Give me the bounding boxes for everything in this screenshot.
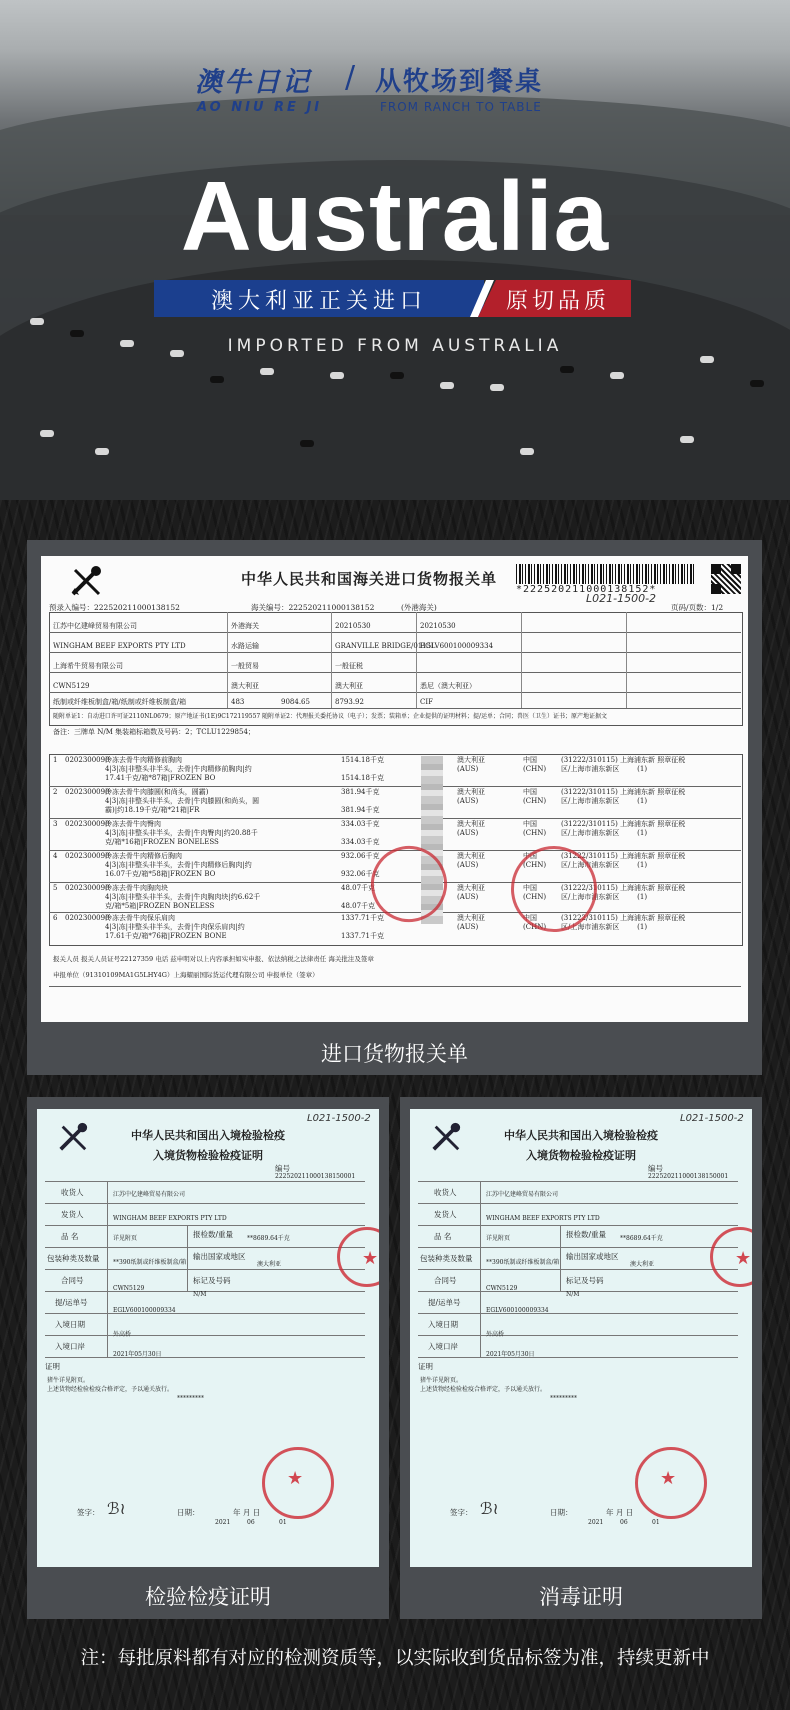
bill-label: 提/运单号 — [55, 1298, 88, 1307]
deal-mode: CIF — [420, 698, 433, 706]
entry-port-value: 外高桥 — [486, 1331, 505, 1338]
product-value: 详见附页 — [486, 1235, 511, 1242]
origin-country: 澳大利亚 — [335, 682, 363, 690]
item-domestic-place: (31222/310115) 上海浦东新 照章征税 区/上海市浦东新区 (1) — [561, 788, 686, 805]
packing-value: **390纸制或纤维板制盒/箱 — [113, 1259, 187, 1266]
packing-value: **390纸制或纤维板制盒/箱 — [486, 1259, 560, 1266]
contract-value: CWN5129 — [486, 1285, 518, 1292]
handwritten-note: L021-1500-2 — [586, 592, 657, 605]
sign-year: 2021 — [588, 1519, 604, 1526]
cert-subtitle: 入境货物检验检疫证明 — [526, 1149, 636, 1162]
cow-figure — [330, 372, 344, 379]
cow-figure — [700, 356, 714, 363]
logo-separator: / — [345, 60, 356, 95]
quantity-label: 报检数/重量 — [566, 1230, 607, 1239]
cow-figure — [440, 382, 454, 389]
disinfection-certificate — [410, 1109, 752, 1567]
sign-month: 06 — [247, 1519, 255, 1526]
date-sign-label: 日期： — [550, 1508, 573, 1517]
page-number: 页码/页数：1/2 — [671, 603, 724, 612]
qr-code — [711, 564, 741, 594]
customs-port: (外港海关) — [401, 603, 437, 612]
net-weight: 8793.92 — [335, 698, 364, 706]
quarantine-certificate — [37, 1109, 379, 1567]
cow-figure — [260, 368, 274, 375]
item-destination: 中国 (CHN) — [523, 788, 547, 805]
item-description: 冷冻去骨牛肉精修前胸肉 4|3|冻|非整头非半头，去骨|牛肉精修前胸肉|约 17.41千克/箱*87箱|FROZEN BO — [105, 756, 252, 782]
item-origin: 澳大利亚 (AUS) — [457, 884, 485, 901]
signature: ℬ≀ — [480, 1499, 499, 1518]
declare-date: 20210530 — [420, 622, 456, 630]
item-origin: 澳大利亚 (AUS) — [457, 756, 485, 773]
item-number: 1 — [53, 756, 58, 764]
item-quantity: 334.03千克 334.03千克 — [341, 820, 380, 846]
item-number: 6 — [53, 914, 58, 922]
item-destination: 中国 (CHN) — [523, 884, 547, 901]
cow-figure — [490, 384, 504, 391]
brand-name-cn: 澳牛日记 — [195, 67, 311, 98]
item-destination: 中国 (CHN) — [523, 914, 547, 931]
item-hs-code: 0202300090 — [65, 914, 110, 922]
quarantine-caption: 检验检疫证明 — [145, 1585, 271, 1609]
pieces: 483 — [231, 698, 245, 706]
cow-figure — [520, 448, 534, 455]
cert-title: 中华人民共和国出入境检验检疫 — [131, 1129, 285, 1142]
item-number: 4 — [53, 852, 58, 860]
customs-caption: 进口货物报关单 — [321, 1042, 468, 1066]
ciq-partial-seal — [710, 1227, 752, 1287]
arrival-date: 2021年05月30日 — [486, 1351, 535, 1358]
item-domestic-place: (31222/310115) 上海浦东新 照章征税 区/上海市浦东新区 (1) — [561, 756, 686, 773]
item-destination: 中国 (CHN) — [523, 756, 547, 773]
item-domestic-place: (31222/310115) 上海浦东新 照章征税 区/上海市浦东新区 (1) — [561, 852, 686, 869]
cow-figure — [300, 440, 314, 447]
item-description: 冷冻去骨牛肉精修后胸肉 4|3|冻|非整头非半头，去骨|牛肉精修后胸肉|约 16.07千克/箱*58箱|FROZEN BO — [105, 852, 252, 878]
cert-stars: ********* — [177, 1395, 204, 1402]
loading-port: 悉尼（澳大利亚） — [420, 682, 476, 690]
item-destination: 中国 (CHN) — [523, 820, 547, 837]
cert-stars: ********* — [550, 1395, 577, 1402]
item-origin: 澳大利亚 (AUS) — [457, 788, 485, 805]
declaring-unit: 申报单位（91310109MA1G5LHY4G）上海耀丽国际货运代理有限公司 申报单位（签章） — [53, 971, 319, 979]
item-domestic-place: (31222/310115) 上海浦东新 照章征税 区/上海市浦东新区 (1) — [561, 820, 686, 837]
item-quantity: 932.06千克 932.06千克 — [341, 852, 380, 878]
customs-number: 海关编号：222520211000138152 — [251, 603, 375, 612]
quantity-value: **8689.64千克 — [247, 1235, 290, 1242]
customs-title: 中华人民共和国海关进口货物报关单 — [241, 570, 498, 588]
item-hs-code: 0202300090 — [65, 756, 110, 764]
sign-month: 06 — [620, 1519, 628, 1526]
cert-text-2: 上述货物经检验检疫合格评定，予以通关放行。 — [420, 1386, 547, 1393]
sign-label: 签字： — [450, 1508, 473, 1517]
item-hs-code: 0202300090 — [65, 884, 110, 892]
vessel: GRANVILLE BRIDGE/0115I — [335, 642, 434, 650]
item-origin: 澳大利亚 (AUS) — [457, 820, 485, 837]
item-hs-code: 0202300090 — [65, 852, 110, 860]
sign-day: 01 — [279, 1519, 287, 1526]
item-quantity: 48.07千克 48.07千克 — [341, 884, 376, 910]
item-number: 2 — [53, 788, 58, 796]
buyer: 上海希牛贸易有限公司 — [53, 662, 123, 670]
origin-label: 输出国家或地区 — [566, 1252, 619, 1261]
consignor-label: 发货人 — [61, 1210, 84, 1219]
item-number: 5 — [53, 884, 58, 892]
serial-label: 编号 — [275, 1164, 290, 1173]
banner-left-text: 澳大利亚正关进口 — [210, 289, 427, 314]
brand-slogan-cn: 从牧场到餐桌 — [375, 67, 544, 97]
levy-nature: 一般征税 — [335, 662, 363, 670]
bill-value: EGLV600100009334 — [113, 1307, 176, 1314]
item-destination: 中国 (CHN) — [523, 852, 547, 869]
ciq-seal — [635, 1447, 707, 1519]
consignee-label: 收货人 — [61, 1188, 84, 1197]
customs-document-card — [27, 540, 762, 1075]
cow-figure — [95, 448, 109, 455]
bill-value: EGLV600100009334 — [486, 1307, 549, 1314]
handwritten-note: L021-1500-2 — [680, 1113, 744, 1124]
date-sign-label: 日期： — [177, 1508, 200, 1517]
serial-number: 222520211000138150001 — [275, 1173, 356, 1180]
cow-figure — [390, 372, 404, 379]
contract-value: CWN5129 — [113, 1285, 145, 1292]
import-date: 20210530 — [335, 622, 371, 630]
packing-label: 包装种类及数量 — [420, 1254, 473, 1263]
item-quantity: 381.94千克 381.94千克 — [341, 788, 380, 814]
consignee-label: 收货人 — [434, 1188, 457, 1197]
documents-line: 随附单证1：自动进口许可证2110NL0679；原产地证书(1E)9C172119557 随附单证2：代理报关委托协议（电子）；发票；装箱单；企业提供的证明材料；提/运单；合同；兽医（卫生）证书；原产地证据文 — [53, 713, 607, 720]
declarant-line: 报关人员 报关人员证号22127359 电话 兹申明对以上内容承担如实申报、依法纳税之法律责任 海关批注及签章 — [53, 955, 374, 963]
consignee: 江苏中亿建峰贸易有限公司 — [53, 622, 137, 630]
barcode — [516, 564, 694, 584]
handwritten-note: L021-1500-2 — [307, 1113, 371, 1124]
brand-slogan-en: FROM RANCH TO TABLE — [380, 100, 542, 114]
packing-label: 包装种类及数量 — [47, 1254, 100, 1263]
barcode-number: *222520211000138152* — [516, 584, 657, 595]
arrival-date: 2021年05月30日 — [113, 1351, 162, 1358]
ymd-labels: 年 月 日 — [606, 1508, 634, 1517]
brand-logo — [195, 60, 595, 120]
remarks: 备注：三牌单 N/M 集装箱标箱数及号码：2；TCLU1229854； — [53, 728, 255, 736]
marks-value: N/M — [193, 1291, 207, 1298]
cow-figure — [30, 318, 44, 325]
footnote: 注：每批原料都有对应的检测资质等，以实际收到货品标签为准，持续更新中 — [80, 1648, 710, 1669]
item-number: 3 — [53, 820, 58, 828]
packing: 纸制或纤维板制盒/箱/纸制或纤维板制盒/箱 — [53, 698, 187, 706]
product-label: 品 名 — [434, 1232, 452, 1241]
cert-label: 证明 — [418, 1362, 433, 1371]
banner-right-text: 原切品质 — [505, 289, 610, 314]
origin-value: 澳大利亚 — [630, 1261, 655, 1268]
cert-text-1: 猪牛详见附页。 — [420, 1377, 463, 1384]
marks-label: 标记及号码 — [193, 1276, 231, 1285]
cert-title: 中华人民共和国出入境检验检疫 — [504, 1129, 658, 1142]
cow-figure — [560, 366, 574, 373]
contract-label: 合同号 — [61, 1276, 84, 1285]
entry-port: 外港海关 — [231, 622, 259, 630]
serial-label: 编号 — [648, 1164, 663, 1173]
quantity-value: **8689.64千克 — [620, 1235, 663, 1242]
cert-subtitle: 入境货物检验检疫证明 — [153, 1149, 263, 1162]
item-description: 冷冻去骨牛肉保乐肩肉 4|3|冻|非整头非半头，去骨|牛肉保乐肩肉|约 17.61千克/箱*76箱|FROZEN BONE — [105, 914, 245, 940]
consignor-value: WINGHAM BEEF EXPORTS PTY LTD — [113, 1215, 227, 1222]
hero-subtitle: IMPORTED FROM AUSTRALIA — [227, 336, 563, 356]
sign-year: 2021 — [215, 1519, 231, 1526]
item-origin: 澳大利亚 (AUS) — [457, 852, 485, 869]
foreign-consignor: WINGHAM BEEF EXPORTS PTY LTD — [53, 642, 186, 650]
quantity-label: 报检数/重量 — [193, 1230, 234, 1239]
trade-mode: 一般贸易 — [231, 662, 259, 670]
hero-banner — [0, 0, 790, 500]
origin-value: 澳大利亚 — [257, 1261, 282, 1268]
item-quantity: 1337.71千克 1337.71千克 — [341, 914, 384, 940]
ymd-labels: 年 月 日 — [233, 1508, 261, 1517]
bill-label: 提/运单号 — [428, 1298, 461, 1307]
entry-port-label: 入境口岸 — [55, 1342, 85, 1351]
cow-figure — [610, 372, 624, 379]
gross-weight: 9084.65 — [281, 698, 310, 706]
item-description: 冷冻去骨牛肉臀肉 4|3|冻|非整头非半头，去骨|牛肉臀肉|约20.88千 克/箱*16箱|FROZEN BONELESS — [105, 820, 258, 846]
origin-label: 输出国家或地区 — [193, 1252, 246, 1261]
hero-title: Australia — [180, 161, 610, 271]
transport-mode: 水路运输 — [231, 642, 259, 650]
item-hs-code: 0202300090 — [65, 788, 110, 796]
marks-value: N/M — [566, 1291, 580, 1298]
customs-declaration-sheet — [41, 556, 748, 1022]
pre-entry-number: 预录入编号：222520211000138152 — [49, 603, 180, 612]
product-label: 品 名 — [61, 1232, 79, 1241]
ciq-seal — [262, 1447, 334, 1519]
signature: ℬ≀ — [107, 1499, 126, 1518]
item-domestic-place: (31222/310115) 上海浦东新 照章征税 区/上海市浦东新区 (1) — [561, 914, 686, 931]
disinfection-cert-card — [400, 1097, 762, 1619]
item-hs-code: 0202300090 — [65, 820, 110, 828]
contract-number: CWN5129 — [53, 682, 90, 690]
cow-figure — [40, 430, 54, 437]
product-value: 详见附页 — [113, 1235, 138, 1242]
cert-label: 证明 — [45, 1362, 60, 1371]
serial-number: 222520211000138150001 — [648, 1173, 729, 1180]
item-quantity: 1514.18千克 1514.18千克 — [341, 756, 384, 782]
consignee-value: 江苏中亿建峰贸易有限公司 — [486, 1191, 559, 1198]
marks-label: 标记及号码 — [566, 1276, 604, 1285]
ciq-partial-seal — [337, 1227, 379, 1287]
item-description: 冷冻去骨牛肉膝圆(和尚头，圆霸) 4|3|冻|非整头非半头，去骨|牛肉膝圆(和尚头，圆 霸)|约18.19千克/箱*21箱|FR — [105, 788, 260, 814]
entry-port-value: 外高桥 — [113, 1331, 132, 1338]
sign-day: 01 — [652, 1519, 660, 1526]
item-origin: 澳大利亚 (AUS) — [457, 914, 485, 931]
entry-date-label: 入境日期 — [428, 1320, 458, 1329]
customs-emblem-icon — [69, 564, 103, 598]
item-domestic-place: (31222/310115) 上海浦东新 照章征税 区/上海市浦东新区 (1) — [561, 884, 686, 901]
item-description: 冷冻去骨牛肉胸肉块 4|3|冻|非整头非半头，去骨|牛肉胸肉块|约6.62千 克/箱*5箱|FROZEN BONELESS — [105, 884, 261, 910]
bill-number: EGLV600100009334 — [420, 642, 494, 650]
consignee-value: 江苏中亿建峰贸易有限公司 — [113, 1191, 186, 1198]
cow-figure — [750, 380, 764, 387]
brand-name-en: AO NIU RE JI — [197, 100, 323, 115]
quarantine-cert-card — [27, 1097, 389, 1619]
contract-label: 合同号 — [434, 1276, 457, 1285]
trade-country: 澳大利亚 — [231, 682, 259, 690]
cert-text-2: 上述货物经检验检疫合格评定，予以通关放行。 — [47, 1386, 174, 1393]
entry-port-label: 入境口岸 — [428, 1342, 458, 1351]
cow-figure — [210, 376, 224, 383]
entry-date-label: 入境日期 — [55, 1320, 85, 1329]
consignor-value: WINGHAM BEEF EXPORTS PTY LTD — [486, 1215, 600, 1222]
sign-label: 签字： — [77, 1508, 100, 1517]
cert-text-1: 猪牛详见附页。 — [47, 1377, 90, 1384]
disinfection-caption: 消毒证明 — [539, 1585, 623, 1609]
consignor-label: 发货人 — [434, 1210, 457, 1219]
cow-figure — [680, 436, 694, 443]
